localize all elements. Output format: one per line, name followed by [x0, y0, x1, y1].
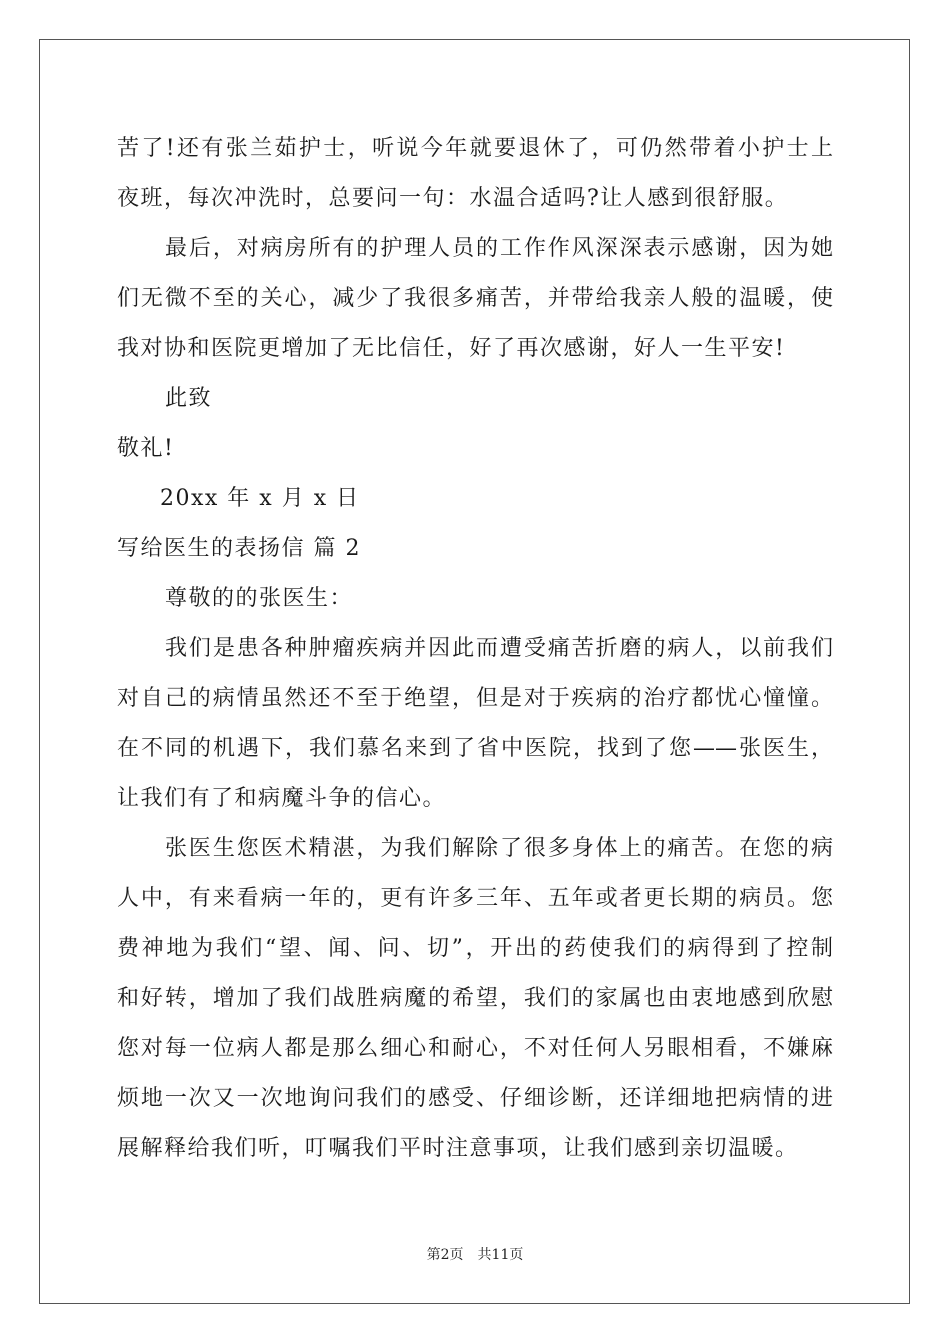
text-line: 展解释给我们听，叮嘱我们平时注意事项，让我们感到亲切温暖。 [117, 1136, 799, 1161]
text-line: 夜班，每次冲洗时，总要问一句：水温合适吗?让人感到很舒服。 [117, 186, 789, 211]
text-line: 对自己的病情虽然还不至于绝望，但是对于疾病的治疗都忧心憧憧。 [117, 686, 833, 711]
paragraph-start-line: 最后，对病房所有的护理人员的工作作风深深表示感谢，因为她 [165, 236, 833, 261]
text-line: 人中，有来看病一年的，更有许多三年、五年或者更长期的病员。您 [117, 886, 833, 911]
section-heading: 写给医生的表扬信 篇 2 [117, 536, 361, 561]
letter-date: 20xx 年 x 月 x 日 [160, 486, 360, 511]
page-total: 共11页 [477, 1247, 524, 1263]
text-line: 让我们有了和病魔斗争的信心。 [117, 786, 447, 811]
page-footer [0, 1246, 950, 1264]
text-line: 和好转，增加了我们战胜病魔的希望，我们的家属也由衷地感到欣慰 [117, 986, 833, 1011]
letter-greeting: 尊敬的的张医生： [165, 586, 354, 611]
page-number: 第2页 [426, 1247, 464, 1263]
paragraph-start-line: 我们是患各种肿瘤疾病并因此而遭受痛苦折磨的病人，以前我们 [165, 636, 833, 661]
text-line: 苦了!还有张兰茹护士，听说今年就要退休了，可仍然带着小护士上 [117, 136, 833, 161]
text-line: 您对每一位病人都是那么细心和耐心，不对任何人另眼相看，不嫌麻 [117, 1036, 833, 1061]
text-line: 烦地一次又一次地询问我们的感受、仔细诊断，还详细地把病情的进 [117, 1086, 833, 1111]
page-border [39, 39, 910, 1304]
closing-salutation: 此致 [165, 386, 213, 411]
paragraph-start-line: 张医生您医术精湛，为我们解除了很多身体上的痛苦。在您的病 [165, 836, 833, 861]
closing-regards: 敬礼! [117, 436, 175, 461]
text-line: 在不同的机遇下，我们慕名来到了省中医院，找到了您——张医生， [117, 736, 833, 761]
text-line: 们无微不至的关心，减少了我很多痛苦，并带给我亲人般的温暖，使 [117, 286, 833, 311]
text-line: 费神地为我们“望、闻、问、切”，开出的药使我们的病得到了控制 [117, 936, 833, 961]
text-line: 我对协和医院更增加了无比信任，好了再次感谢，好人一生平安! [117, 336, 786, 361]
